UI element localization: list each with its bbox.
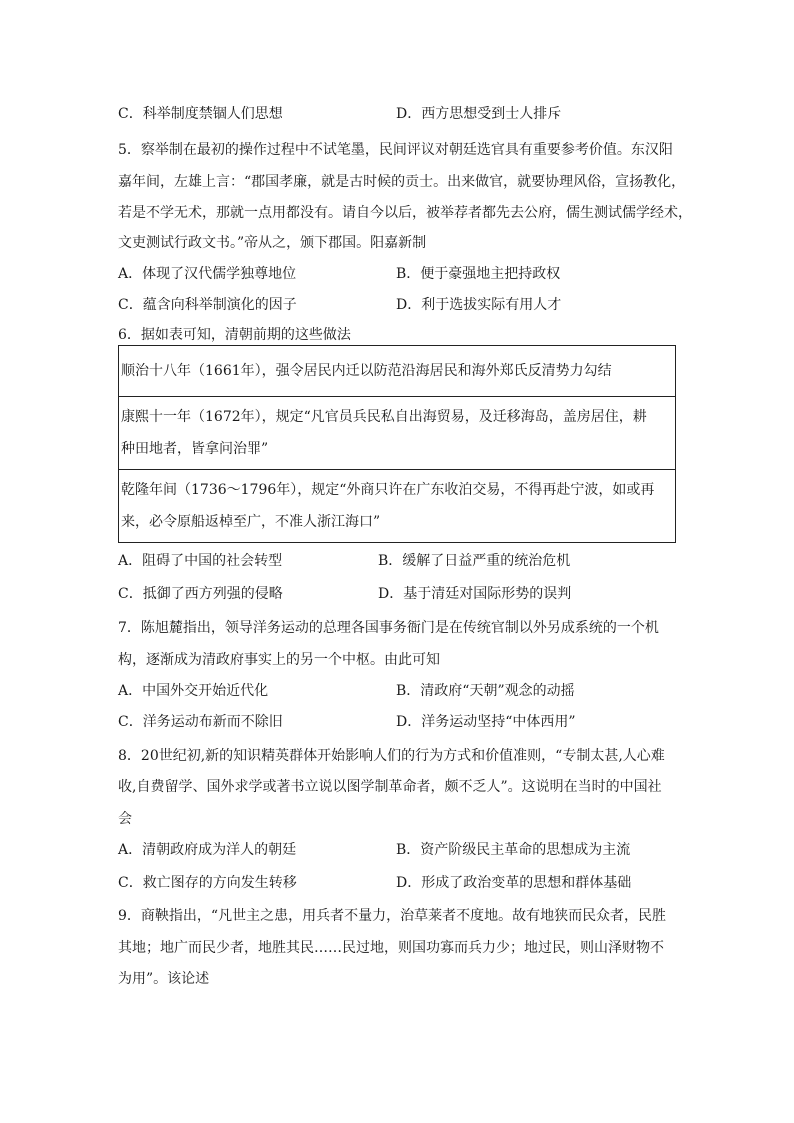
q8-stem-line-3: 会 [118,811,132,827]
q8-option-b: B．资产阶级民主革命的思想成为主流 [396,842,631,858]
q9-stem-line-3: 为用”。该论述 [118,971,210,987]
table-cell [119,397,676,470]
q7-option-c: C．洋务运动布新而不除旧 [118,714,283,730]
q7-option-b: B．清政府“天朝”观念的动摇 [396,683,575,699]
table-row [119,346,676,397]
q8-stem-line-1: 8．20世纪初,新的知识精英群体开始影响人们的行为方式和价值准则，“专制太甚,人心难 [118,748,665,764]
table-cell [119,346,676,397]
q5-stem-line-2: 嘉年间，左雄上言：“郡国孝廉，就是古时候的贡士。出来做官，就要协理风俗，宣扬教化， [118,174,686,190]
table-cell [119,470,676,543]
q6-option-b: B．缓解了日益严重的统治危机 [378,553,571,569]
q7-option-d: D．洋务运动坚持“中体西用” [396,714,576,730]
q6-option-d: D．基于清廷对国际形势的误判 [378,586,572,602]
cell-line: 来，必令原船返棹至广，不准人浙江海口” [121,514,381,530]
q6-stem: 6．据如表可知，清朝前期的这些做法 [118,327,351,343]
q7-option-a: A．中国外交开始近代化 [118,683,269,699]
q7-stem-line-2: 构，逐渐成为清政府事实上的另一个中枢。由此可知 [118,652,440,668]
q7-stem-line-1: 7．陈旭麓指出，领导洋务运动的总理各国事务衙门是在传统官制以外另成系统的一个机 [118,620,659,636]
q5-stem-line-1: 5．察举制在最初的操作过程中不试笔墨，民间评议对朝廷选官具有重要参考价值。东汉阳 [118,142,673,158]
q8-stem-line-2: 收,自费留学、国外求学或著书立说以图学制革命者，颇不乏人”。这说明在当时的中国社 [118,779,662,795]
q5-stem-line-4: 文吏测试行政文书。”帝从之，颁下郡国。阳嘉新制 [118,235,427,251]
q8-option-c: C．救亡图存的方向发生转移 [118,875,297,891]
cell-line: 顺治十八年（1661年），强令居民内迁以防范沿海居民和海外郑氏反清势力勾结 [121,363,612,379]
cell-line: 康熙十一年（1672年），规定“凡官员兵民私自出海贸易，及迁移海岛，盖房居住，耕 [121,409,647,425]
q6-table [118,345,676,543]
q4-option-d: D．西方思想受到士人排斥 [396,106,562,122]
q5-stem-line-3: 若是不学无术，那就一点用都没有。请自今以后，被举荐者都先去公府，儒生测试儒学经术， [118,205,692,221]
q5-option-a: A．体现了汉代儒学独尊地位 [118,266,297,282]
q5-option-d: D．利于选拔实际有用人才 [396,297,562,313]
q5-option-b: B．便于豪强地主把持政权 [396,266,561,282]
q6-option-a: A．阻碍了中国的社会转型 [118,553,283,569]
q8-option-d: D．形成了政治变革的思想和群体基础 [396,875,632,891]
table-row [119,397,676,470]
q8-option-a: A．清朝政府成为洋人的朝廷 [118,842,297,858]
q9-stem-line-1: 9．商鞅指出，“凡世主之患，用兵者不量力，治草莱者不度地。故有地狭而民众者，民胜 [118,908,667,924]
cell-line: 种田地者，皆拿问治罪” [121,441,269,457]
cell-line: 乾隆年间（1736～1796年），规定“外商只许在广东收泊交易，不得再赴宁波，如或再 [121,482,655,498]
table-row [119,470,676,543]
q4-option-c: C．科举制度禁锢人们思想 [118,106,283,122]
q5-option-c: C．蕴含向科举制演化的因子 [118,297,297,313]
q6-option-c: C．抵御了西方列强的侵略 [118,586,283,602]
q9-stem-line-2: 其地；地广而民少者，地胜其民……民过地，则国功寡而兵力少；地过民，则山泽财物不 [118,940,664,956]
